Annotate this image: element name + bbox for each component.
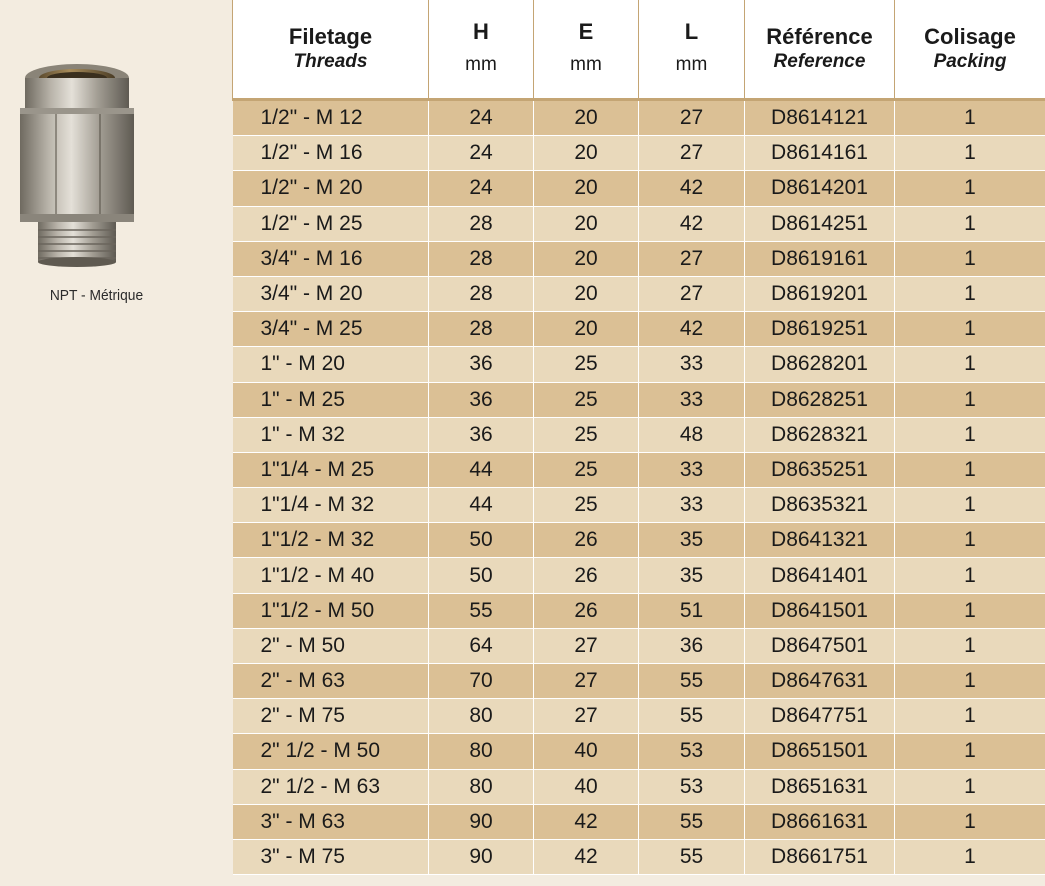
l-cell: 53 [639, 734, 745, 769]
table-row [233, 347, 1045, 382]
thread-cell: 3/4" - M 20 [233, 276, 429, 311]
reference-cell: D8661751 [745, 839, 895, 874]
table-row [233, 241, 1045, 276]
h-cell: 80 [429, 699, 534, 734]
l-cell: 55 [639, 804, 745, 839]
reference-cell: D8651501 [745, 734, 895, 769]
l-cell: 27 [639, 100, 745, 136]
e-cell: 25 [534, 488, 639, 523]
packing-cell: 1 [895, 206, 1045, 241]
thread-cell: 1/2" - M 25 [233, 206, 429, 241]
table-row [233, 558, 1045, 593]
e-cell: 20 [534, 206, 639, 241]
h-cell: 80 [429, 734, 534, 769]
header-title: L [684, 19, 699, 44]
thread-cell: 2" - M 75 [233, 699, 429, 734]
table-row [233, 523, 1045, 558]
header-unit: mm [570, 54, 602, 75]
e-cell: 40 [534, 734, 639, 769]
h-cell: 90 [429, 804, 534, 839]
h-cell: 28 [429, 241, 534, 276]
header-packing [895, 0, 1045, 100]
thread-cell: 1"1/4 - M 32 [233, 488, 429, 523]
packing-cell: 1 [895, 523, 1045, 558]
e-cell: 26 [534, 593, 639, 628]
packing-cell: 1 [895, 347, 1045, 382]
table-row [233, 734, 1045, 769]
h-cell: 28 [429, 206, 534, 241]
l-cell: 51 [639, 593, 745, 628]
l-cell: 42 [639, 312, 745, 347]
l-cell: 48 [639, 417, 745, 452]
thread-cell: 1"1/2 - M 32 [233, 523, 429, 558]
reference-cell: D8641501 [745, 593, 895, 628]
packing-cell: 1 [895, 382, 1045, 417]
packing-cell: 1 [895, 100, 1045, 136]
l-cell: 35 [639, 558, 745, 593]
reference-cell: D8661631 [745, 804, 895, 839]
e-cell: 25 [534, 347, 639, 382]
h-cell: 36 [429, 347, 534, 382]
reference-cell: D8614121 [745, 100, 895, 136]
header-title: E [578, 19, 594, 44]
h-cell: 24 [429, 171, 534, 206]
packing-cell: 1 [895, 488, 1045, 523]
l-cell: 53 [639, 769, 745, 804]
thread-cell: 1" - M 32 [233, 417, 429, 452]
h-cell: 28 [429, 312, 534, 347]
header-reference [745, 0, 895, 100]
thread-cell: 3/4" - M 16 [233, 241, 429, 276]
h-cell: 80 [429, 769, 534, 804]
e-cell: 27 [534, 664, 639, 699]
e-cell: 26 [534, 523, 639, 558]
header-title: Filetage [288, 24, 373, 49]
table-row [233, 452, 1045, 487]
thread-cell: 2" 1/2 - M 50 [233, 734, 429, 769]
l-cell: 42 [639, 206, 745, 241]
e-cell: 20 [534, 100, 639, 136]
header-h [429, 0, 534, 100]
spec-table [232, 0, 1045, 875]
table-row [233, 699, 1045, 734]
l-cell: 55 [639, 699, 745, 734]
reference-cell: D8651631 [745, 769, 895, 804]
product-image [18, 60, 136, 270]
reference-cell: D8614201 [745, 171, 895, 206]
reference-cell: D8635321 [745, 488, 895, 523]
h-cell: 44 [429, 488, 534, 523]
packing-cell: 1 [895, 628, 1045, 663]
reference-cell: D8641321 [745, 523, 895, 558]
e-cell: 20 [534, 136, 639, 171]
packing-cell: 1 [895, 593, 1045, 628]
thread-cell: 3" - M 75 [233, 839, 429, 874]
e-cell: 25 [534, 417, 639, 452]
thread-cell: 2" - M 50 [233, 628, 429, 663]
packing-cell: 1 [895, 241, 1045, 276]
header-title: Colisage [924, 24, 1016, 49]
reference-cell: D8628201 [745, 347, 895, 382]
reference-cell: D8647501 [745, 628, 895, 663]
header-title: H [473, 19, 489, 44]
l-cell: 33 [639, 452, 745, 487]
table-row [233, 769, 1045, 804]
l-cell: 27 [639, 241, 745, 276]
reference-cell: D8641401 [745, 558, 895, 593]
thread-cell: 1/2" - M 16 [233, 136, 429, 171]
e-cell: 25 [534, 382, 639, 417]
packing-cell: 1 [895, 276, 1045, 311]
thread-cell: 3" - M 63 [233, 804, 429, 839]
e-cell: 20 [534, 276, 639, 311]
packing-cell: 1 [895, 664, 1045, 699]
e-cell: 40 [534, 769, 639, 804]
l-cell: 35 [639, 523, 745, 558]
table-row [233, 839, 1045, 874]
table-row [233, 664, 1045, 699]
e-cell: 26 [534, 558, 639, 593]
header-unit: mm [675, 54, 708, 75]
reference-cell: D8628251 [745, 382, 895, 417]
h-cell: 36 [429, 417, 534, 452]
e-cell: 27 [534, 628, 639, 663]
thread-cell: 2" - M 63 [233, 664, 429, 699]
reference-cell: D8619161 [745, 241, 895, 276]
e-cell: 42 [534, 804, 639, 839]
side-panel [0, 0, 232, 886]
header-title: Référence [766, 24, 873, 49]
reference-cell: D8614251 [745, 206, 895, 241]
thread-cell: 1"1/2 - M 50 [233, 593, 429, 628]
thread-cell: 3/4" - M 25 [233, 312, 429, 347]
h-cell: 50 [429, 558, 534, 593]
h-cell: 50 [429, 523, 534, 558]
table-row [233, 206, 1045, 241]
l-cell: 33 [639, 347, 745, 382]
e-cell: 27 [534, 699, 639, 734]
l-cell: 55 [639, 664, 745, 699]
table-row [233, 417, 1045, 452]
reference-cell: D8619201 [745, 276, 895, 311]
table-row [233, 171, 1045, 206]
l-cell: 27 [639, 136, 745, 171]
e-cell: 20 [534, 312, 639, 347]
packing-cell: 1 [895, 417, 1045, 452]
table-row [233, 628, 1045, 663]
header-subtitle: Threads [293, 51, 368, 72]
reference-cell: D8647751 [745, 699, 895, 734]
h-cell: 24 [429, 136, 534, 171]
h-cell: 44 [429, 452, 534, 487]
header-subtitle: Packing [933, 51, 1007, 72]
h-cell: 64 [429, 628, 534, 663]
thread-cell: 1"1/4 - M 25 [233, 452, 429, 487]
l-cell: 42 [639, 171, 745, 206]
header-row [233, 0, 1045, 100]
thread-cell: 1" - M 25 [233, 382, 429, 417]
packing-cell: 1 [895, 171, 1045, 206]
thread-cell: 2" 1/2 - M 63 [233, 769, 429, 804]
h-cell: 28 [429, 276, 534, 311]
table-row [233, 100, 1045, 136]
thread-cell: 1"1/2 - M 40 [233, 558, 429, 593]
l-cell: 33 [639, 382, 745, 417]
packing-cell: 1 [895, 804, 1045, 839]
packing-cell: 1 [895, 136, 1045, 171]
thread-cell: 1/2" - M 20 [233, 171, 429, 206]
e-cell: 20 [534, 241, 639, 276]
packing-cell: 1 [895, 699, 1045, 734]
header-threads [233, 0, 429, 100]
reference-cell: D8614161 [745, 136, 895, 171]
table-row [233, 804, 1045, 839]
header-e [534, 0, 639, 100]
reference-cell: D8635251 [745, 452, 895, 487]
header-unit: mm [465, 54, 497, 75]
h-cell: 70 [429, 664, 534, 699]
l-cell: 27 [639, 276, 745, 311]
l-cell: 33 [639, 488, 745, 523]
product-caption: NPT - Métrique [49, 287, 144, 304]
table-row [233, 136, 1045, 171]
e-cell: 42 [534, 839, 639, 874]
table-row [233, 593, 1045, 628]
table-row [233, 276, 1045, 311]
reference-cell: D8628321 [745, 417, 895, 452]
header-l [639, 0, 745, 100]
h-cell: 24 [429, 100, 534, 136]
packing-cell: 1 [895, 558, 1045, 593]
packing-cell: 1 [895, 769, 1045, 804]
h-cell: 55 [429, 593, 534, 628]
packing-cell: 1 [895, 452, 1045, 487]
l-cell: 55 [639, 839, 745, 874]
l-cell: 36 [639, 628, 745, 663]
thread-cell: 1" - M 20 [233, 347, 429, 382]
table-row [233, 312, 1045, 347]
e-cell: 20 [534, 171, 639, 206]
reference-cell: D8647631 [745, 664, 895, 699]
thread-cell: 1/2" - M 12 [233, 100, 429, 136]
e-cell: 25 [534, 452, 639, 487]
header-subtitle: Reference [773, 51, 866, 72]
packing-cell: 1 [895, 839, 1045, 874]
packing-cell: 1 [895, 734, 1045, 769]
h-cell: 90 [429, 839, 534, 874]
table-row [233, 488, 1045, 523]
packing-cell: 1 [895, 312, 1045, 347]
reference-cell: D8619251 [745, 312, 895, 347]
table-row [233, 382, 1045, 417]
h-cell: 36 [429, 382, 534, 417]
